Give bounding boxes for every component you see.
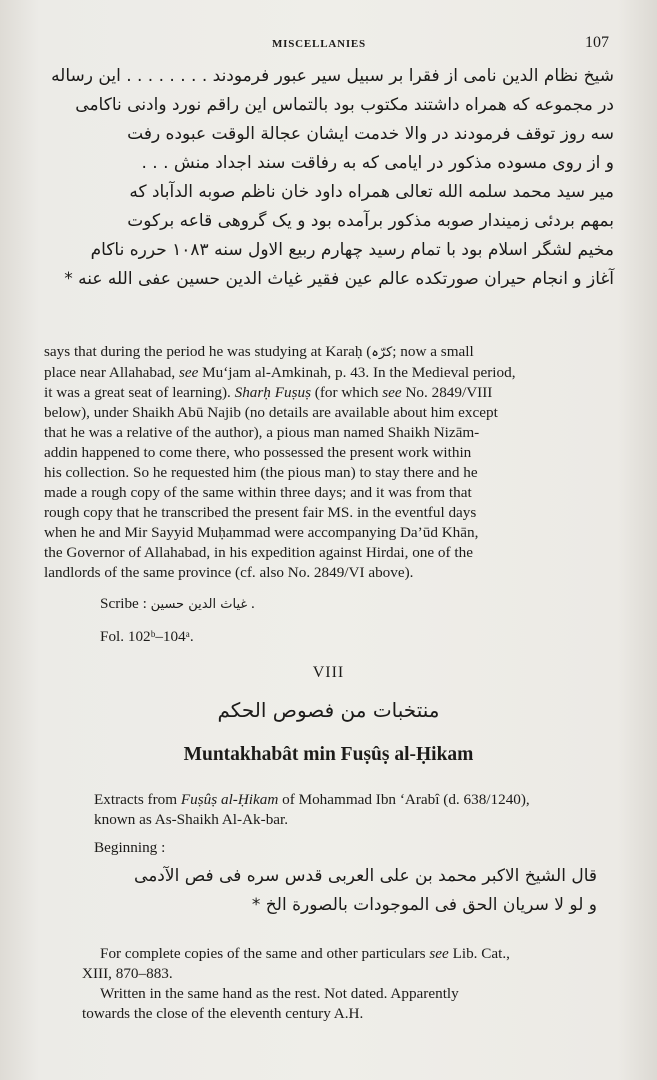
colophon-line: مخیم لشگر اسلام بود با تمام رسید چهارم ربیع الاول سنه ۱۰۸۳ حرره ناکام xyxy=(90,240,614,260)
text-line: when he and Mir Sayyid Muḥammad were accompanying Da’ūd Khān, xyxy=(44,524,479,541)
page-number: 107 xyxy=(585,34,609,51)
section-number: VIII xyxy=(312,664,345,681)
text-line: made a rough copy of the same within three days; and it was from that xyxy=(44,484,472,501)
text-line: it was a great seat of learning). Sharḥ Fuṣuṣ (for which see No. 2849/VIII xyxy=(44,384,493,401)
scribe-arabic: غیاث الدین حسین xyxy=(150,597,248,612)
colophon-line: در مجموعه که همراه داشتند مکتوب بود بالتماس این راقم نورد وادنی ناکامی xyxy=(75,95,614,115)
colophon-line: سه روز توقف فرمودند در والا خدمت ایشان عجالة الوقت عبوده رفت xyxy=(127,124,614,144)
notes-line-4: towards the close of the eleventh century A.H. xyxy=(82,1005,364,1022)
page-header xyxy=(0,34,657,54)
extracts-paragraph xyxy=(94,790,618,830)
text-line: For complete copies of the same and other particulars see Lib. Cat., xyxy=(100,945,510,962)
arabic-colophon xyxy=(39,62,614,294)
beginning-line: و لو لا سریان الحق فی الموجودات بالصورة الخ * xyxy=(251,895,597,915)
text-line: known as As-Shaikh Al-Ak-bar. xyxy=(94,811,289,828)
scribe-line: Scribe : غیاث الدین حسین . xyxy=(100,595,255,612)
colophon-line: و از روی مسوده مذکور در ایامی که به رفاقت سند اجداد منش . . . xyxy=(141,153,614,173)
beginning-arabic xyxy=(37,862,597,920)
notes-paragraph xyxy=(100,944,618,964)
text-line: addin happened to come there, who possessed the present work within xyxy=(44,444,472,461)
notes-line-2: XIII, 870–883. xyxy=(82,965,173,982)
text-line: his collection. So he requested him (the pious man) to stay there and he xyxy=(44,464,478,481)
beginning-line: قال الشیخ الاکبر محمد بن علی العربی قدس سره فی فص الآدمی xyxy=(134,866,597,886)
colophon-line: آغاز و انجام حیران صورتکده عالم عین فقیر غیاث الدین حسین عفی الله عنه * xyxy=(64,269,614,289)
colophon-line: شیخ نظام الدین نامی از فقرا بر سبیل سیر عبور فرمودند . . . . . . . . این رساله xyxy=(51,66,614,86)
beginning-label: Beginning : xyxy=(94,839,166,856)
text-line: landlords of the same province (cf. also No. 2849/VI above). xyxy=(44,564,414,581)
colophon-line: میر سید محمد سلمه الله تعالی همراه داود خان ناظم صوبه الدآباد که xyxy=(129,182,614,202)
section-arabic-title: منتخبات من فصوص الحکم xyxy=(217,698,440,722)
text-line: says that during the period he was studying at Karaḥ (کرّہ; now a small xyxy=(44,343,474,360)
notes-line-3: Written in the same hand as the rest. Not dated. Apparently xyxy=(100,985,459,1002)
text-line: place near Allahabad, see Mu‘jam al-Amkinah, p. 43. In the Medieval period, xyxy=(44,364,516,381)
text-line: Extracts from Fuṣûṣ al-Ḥikam of Mohammad Ibn ‘Arabî (d. 638/1240), xyxy=(94,791,530,808)
colophon-line: بمهم بردئی زمیندار صوبه مذکور برآمده بود و یک گروهی قاعه برکوت xyxy=(127,211,614,231)
text-line: below), under Shaikh Abū Najib (no details are available about him except xyxy=(44,404,498,421)
running-title: MISCELLANIES xyxy=(272,38,366,50)
description-paragraph xyxy=(44,342,616,583)
text-line: that he was a relative of the author), a pious man named Shaikh Nizām- xyxy=(44,424,480,441)
karah-arabic: کرّہ xyxy=(371,345,393,360)
text-line: the Governor of Allahabad, in his expedition against Hirdai, one of the xyxy=(44,544,473,561)
section-title: Muntakhabât min Fuṣûṣ al-Ḥikam xyxy=(183,744,474,765)
folio-reference: Fol. 102ᵇ–104ᵃ. xyxy=(100,628,194,645)
text-line: rough copy that he transcribed the present fair MS. in the eventful days xyxy=(44,504,477,521)
